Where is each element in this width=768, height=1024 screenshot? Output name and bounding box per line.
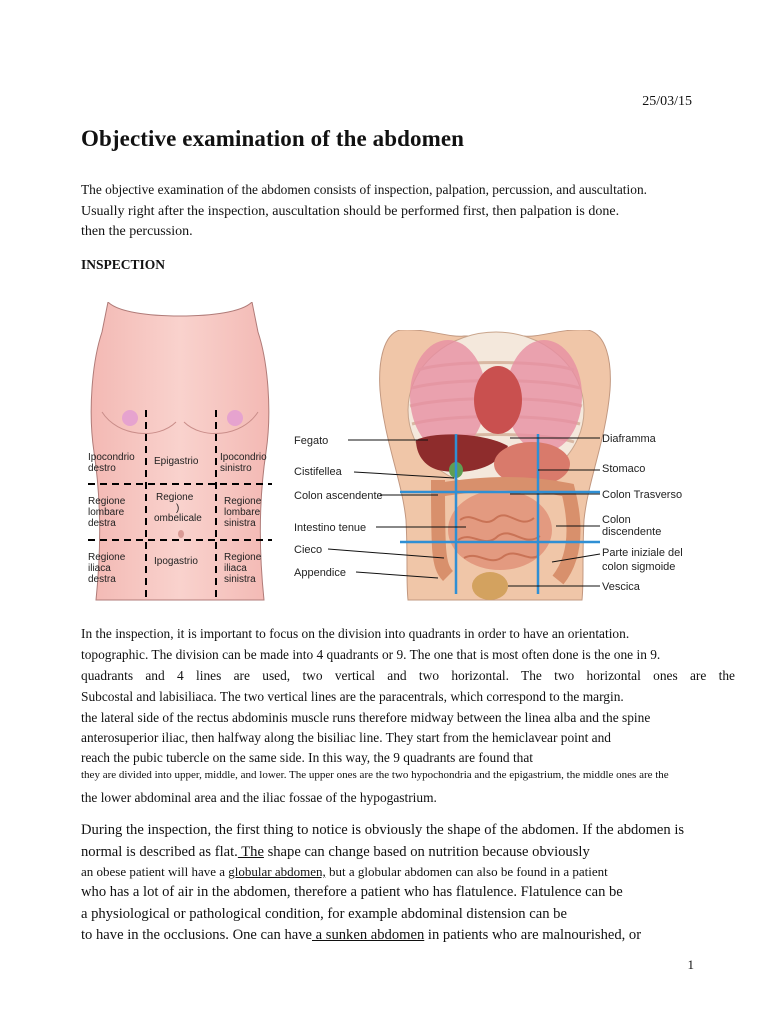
intro-line-2: Usually right after the inspection, auscultation should be performed first, then palpation is done. [81,204,620,219]
label-colon-trasverso: Colon Trasverso [602,489,683,501]
label-appendice: Appendice [294,567,346,579]
region-ombelicale: Regione ) ombelicale [154,492,202,524]
section-heading: INSPECTION [81,257,166,272]
label-diaframma: Diaframma [602,433,656,445]
p1-line-8: they are divided into upper, middle, and lower. The upper ones are the two hypochondria and the epigastrium, the middle ones are the [81,769,669,781]
p1-line-7: reach the pubic tubercle on the same side. In this way, the 9 quadrants are found that [81,750,534,765]
label-cistifellea: Cistifellea [294,466,342,478]
intro-line-1: The objective examination of the abdomen consists of inspection, palpation, percussion, and auscultation. [81,182,647,197]
region-epigastrio: Epigastrio [154,456,199,467]
p2-line-6: to have in the occlusions. One can have a sunken abdomen in patients who are malnourished, or [81,927,642,943]
page-number: 1 [687,957,694,972]
bladder [472,572,508,600]
region-ipogastrio: Ipogastrio [154,556,198,567]
heart [474,366,522,434]
abdomen-regions-figure [88,302,272,602]
label-colon-discendente: Colon discendente [602,514,662,538]
p2-underline-the: The [237,844,264,860]
navel [178,530,184,538]
region-iliaca-destra: Regione iliaca destra [88,552,126,585]
nipple-left [122,410,138,426]
p1-line-1: In the inspection, it is important to focus on the division into quadrants in order to have an orientation. [81,626,630,641]
label-stomaco: Stomaco [602,463,646,475]
p2-line-1: During the inspection, the first thing to notice is obviously the shape of the abdomen. If the abdomen is [81,822,685,838]
label-fegato: Fegato [294,435,329,447]
intro-line-3: then the percussion. [81,224,193,239]
page-title: Objective examination of the abdomen [81,126,465,151]
region-lombare-sinistra: Regione lombare sinistra [224,496,262,529]
label-intestino-tenue: Intestino tenue [294,522,367,534]
region-lombare-destra: Regione lombare destra [88,496,126,529]
abdominal-organs-figure [288,330,708,604]
region-ipocondrio-sinistro: Ipocondrio sinistro [220,452,267,474]
p2-underline-sunken: a sunken abdomen [312,927,425,943]
label-colon-sigmoide: Parte iniziale del colon sigmoide [602,547,683,573]
p1-line-6: anterosuperior iliac, then halfway along the bisiliac line. They start from the hemiclavear point and [81,730,611,745]
p2-line-2: normal is described as flat. The shape can change based on nutrition because obviously [81,844,590,860]
p1-line-5: the lateral side of the rectus abdominis muscle runs therefore midway between the linea alba and the spine [81,710,651,725]
p1-line-2: topographic. The division can be made into 4 quadrants or 9. The one that is most often done is the one in 9. [81,647,661,662]
label-cieco: Cieco [294,544,323,556]
p2-line-4: who has a lot of air in the abdomen, therefore a patient who has flatulence. Flatulence can be [81,884,623,900]
p2-line-5: a physiological or pathological condition, for example abdominal distension can be [81,906,567,922]
p1-line-3: quadrants and 4 lines are used, two vertical and two horizontal. The two horizontal ones are the [81,668,735,683]
p2-line-3: an obese patient will have a globular abdomen, but a globular abdomen can also be found in a patient [81,864,608,879]
p1-line-4: Subcostal and labisiliaca. The two vertical lines are the paracentrals, which correspond to the margin. [81,689,624,704]
label-vescica: Vescica [602,581,640,593]
region-ipocondrio-destro: Ipocondrio destro [88,452,135,474]
p2-underline-globular: globular abdomen, [228,864,326,879]
p1-line-9: the lower abdominal area and the iliac fossae of the hypogastrium. [81,790,437,805]
date: 25/03/15 [642,94,692,109]
label-colon-ascendente: Colon ascendente [294,490,383,502]
nipple-right [227,410,243,426]
region-iliaca-sinistra: Regione iliaca sinistra [224,552,262,585]
